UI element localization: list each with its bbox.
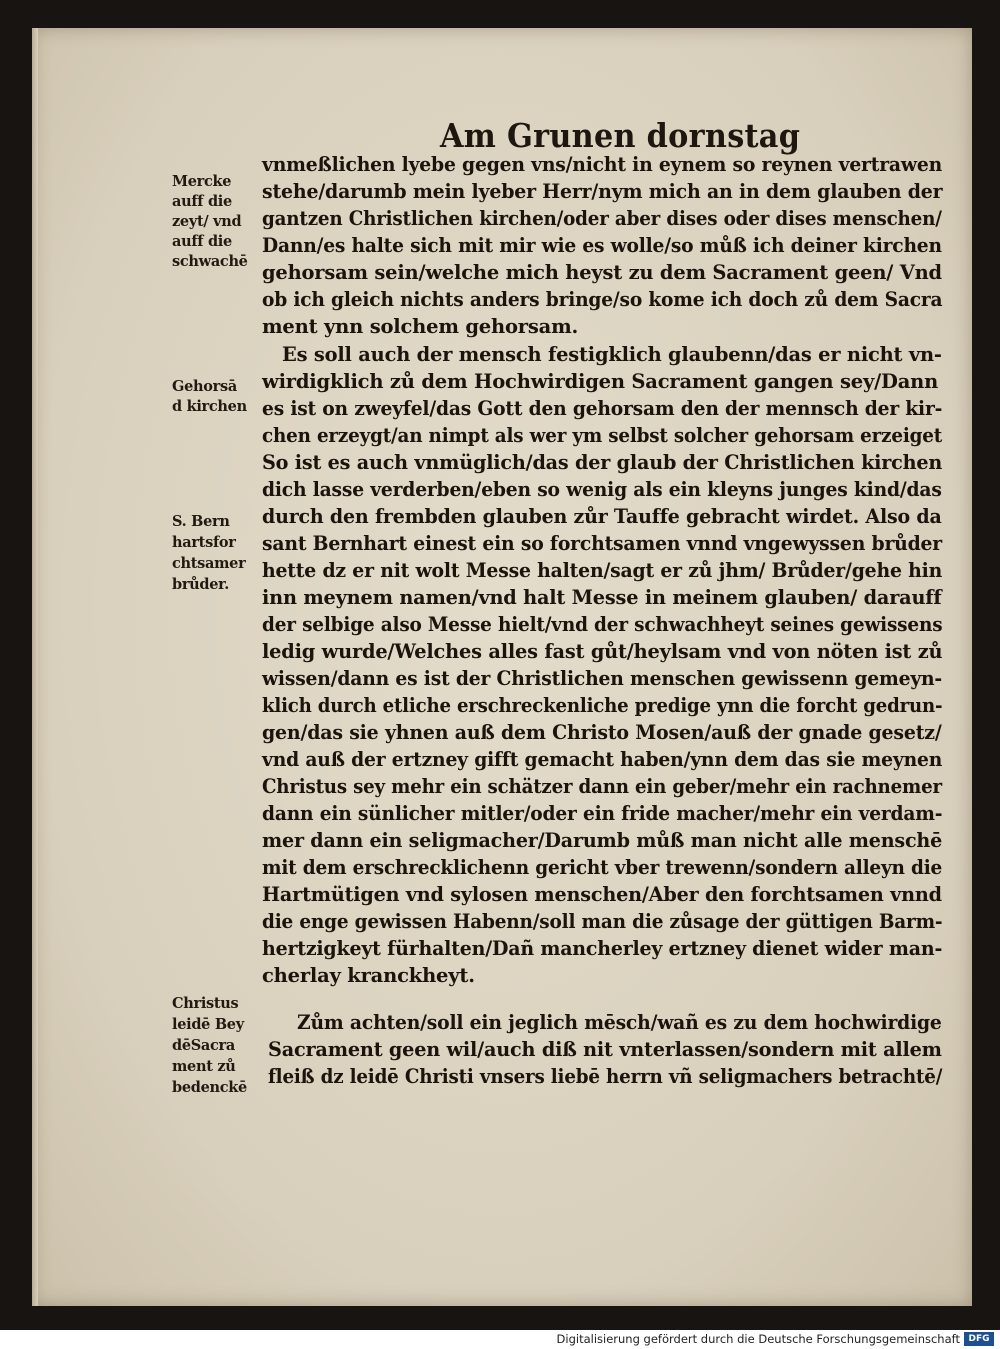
body-text-line: hette dz er nit wolt Messe halten/sagt er zů jhm/ Brůder/gehe hin	[262, 559, 943, 582]
body-text-line: es ist on zweyfel/das Gott den gehorsam den der mennsch der kir-	[262, 397, 943, 420]
marginal-note-line: d kirchen	[172, 398, 247, 415]
body-text-line: inn meynem namen/vnd halt Messe in meinem glauben/ darauff	[262, 586, 942, 609]
digitization-footer	[0, 1330, 1000, 1349]
body-text-line: ob ich gleich nichts anders bringe/so kome ich doch zů dem Sacra	[262, 288, 943, 311]
body-text-line: vnmeßlichen lyebe gegen vns/nicht in eynem so reynen vertrawen	[262, 153, 943, 176]
marginal-note-line: S. Bern	[172, 513, 230, 530]
body-text-line: chen erzeygt/an nimpt als wer ym selbst solcher gehorsam erzeiget	[262, 424, 942, 447]
marginal-note-line: schwachē	[172, 253, 248, 270]
body-text-line: Dann/es halte sich mit mir wie es wolle/so můß ich deiner kirchen	[262, 234, 942, 257]
body-text-line: dich lasse verderben/eben so wenig als ein kleyns junges kind/das	[262, 478, 942, 501]
page-heading: Am Grunen dornstag	[440, 116, 801, 155]
body-text-line: dann ein sünlicher mitler/oder ein fride macher/mehr ein verdam-	[262, 802, 943, 825]
body-text-line: Sacrament geen wil/auch diß nit vnterlassen/sondern mit allem	[268, 1038, 942, 1061]
body-text-line: Es soll auch der mensch festigklich glaubenn/das er nicht vn-	[282, 343, 942, 366]
marginal-note-line: Christus	[172, 995, 239, 1012]
body-text-line: stehe/darumb mein lyeber Herr/nym mich an in dem glauben der	[262, 180, 943, 203]
body-text-line: fleiß dz leidē Christi vnsers liebē herrn vñ seligmachers betrachtē/	[268, 1065, 943, 1088]
body-text-line: durch den frembden glauben zůr Tauffe gebracht wirdet. Also da	[262, 505, 942, 528]
body-text-line: wirdigklich zů dem Hochwirdigen Sacrament gangen sey/Dann	[262, 370, 939, 393]
marginal-note-line: Gehorsā	[172, 378, 237, 395]
marginal-note-line: chtsamer	[172, 555, 246, 572]
body-text-line: gantzen Christlichen kirchen/oder aber dises oder dises menschen/	[262, 207, 942, 230]
body-text-line: hertzigkeyt fürhalten/Dañ mancherley ertzney dienet wider man-	[262, 937, 943, 960]
marginal-note-line: leidē Bey	[172, 1016, 244, 1033]
body-text-line: mer dann ein seligmacher/Darumb můß man nicht alle menschē	[262, 829, 943, 852]
body-text-line: So ist es auch vnmüglich/das der glaub der Christlichen kirchen	[262, 451, 943, 474]
funding-credit: Digitalisierung gefördert durch die Deutsche Forschungsgemeinschaft	[556, 1332, 960, 1346]
marginal-note-line: bedenckē	[172, 1079, 247, 1096]
marginal-note-line: auff die	[172, 193, 232, 210]
body-text-line: gehorsam sein/welche mich heyst zu dem Sacrament geen/ Vnd	[262, 261, 942, 284]
marginal-note-line: hartsfor	[172, 534, 236, 551]
marginal-note-line: ment zů	[172, 1058, 236, 1075]
page-edge	[32, 28, 38, 1306]
body-text-line: gen/das sie yhnen auß dem Christo Mosen/auß der gnade gesetz/	[262, 721, 942, 744]
body-text-line: ledig wurde/Welches alles fast gůt/heylsam vnd von nöten ist zů	[262, 640, 943, 663]
body-text-line: ment ynn solchem gehorsam.	[262, 315, 579, 338]
marginal-note-line: brůder.	[172, 576, 229, 593]
marginal-note-line: Mercke	[172, 173, 232, 190]
body-text-line: Christus sey mehr ein schätzer dann ein geber/mehr ein rachnemer	[262, 775, 942, 798]
marginal-note-line: zeyt/ vnd	[172, 213, 242, 230]
dfg-logo: DFG	[964, 1332, 994, 1346]
marginal-note-line: auff die	[172, 233, 232, 250]
body-text-line: klich durch etliche erschreckenliche predige ynn die forcht gedrun-	[262, 694, 943, 717]
body-text-line: vnd auß der ertzney gifft gemacht haben/ynn dem das sie meynen	[262, 748, 943, 771]
body-text-line: die enge gewissen Habenn/soll man die zůsage der güttigen Barm-	[262, 910, 943, 933]
body-text-line: wissen/dann es ist der Christlichen menschen gewissenn gemeyn-	[262, 667, 943, 690]
marginal-note-line: dēSacra	[172, 1037, 235, 1054]
body-text-line: Hartmütigen vnd sylosen menschen/Aber den forchtsamen vnnd	[262, 883, 942, 906]
body-text-line: Zům achten/soll ein jeglich mēsch/wañ es zu dem hochwirdige	[297, 1011, 942, 1034]
body-text-line: cherlay kranckheyt.	[262, 964, 475, 987]
body-text-line: der selbige also Messe hielt/vnd der schwachheyt seines gewissens	[262, 613, 943, 636]
body-text-line: mit dem erschrecklichenn gericht vber trewenn/sondern alleyn die	[262, 856, 943, 879]
body-text-line: sant Bernhart einest ein so forchtsamen vnnd vngewyssen brůder	[262, 532, 943, 555]
